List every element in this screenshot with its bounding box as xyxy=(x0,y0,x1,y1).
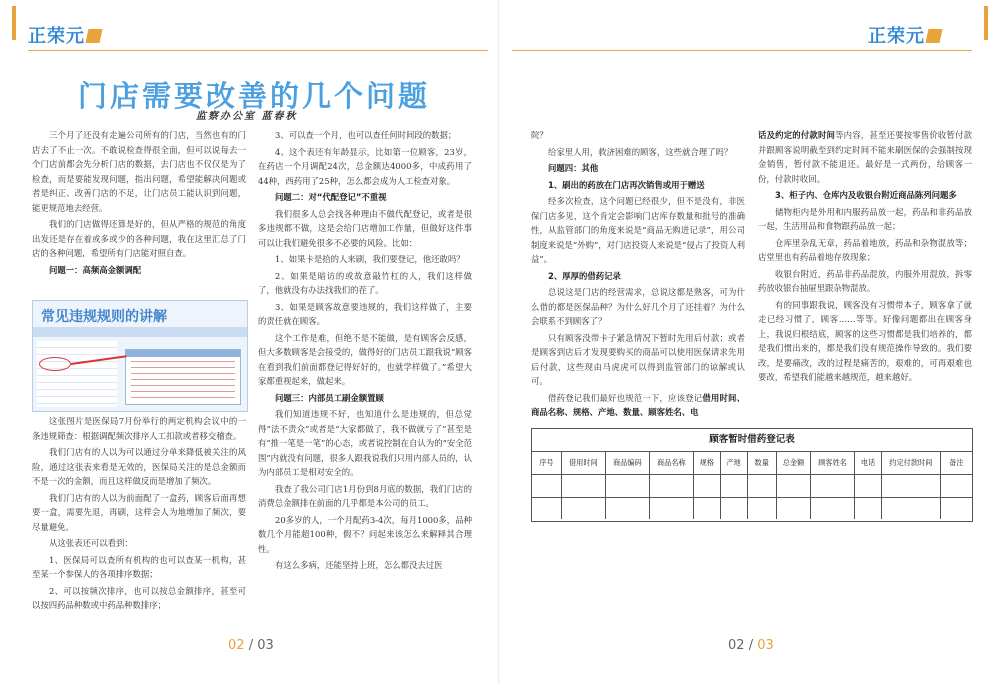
paragraph: 这张图片是医保局7月份举行的两定机构会议中的一条违规筛查：根据调配频次排序人工扣款或者移交稽查。 xyxy=(32,416,246,441)
page-number-left xyxy=(228,638,274,653)
subheading-3: 3、柜子内、仓库内及收银台附近商品陈列问题多 xyxy=(775,190,957,200)
table-cell xyxy=(855,475,882,498)
table-cell xyxy=(776,475,810,498)
paragraph: 3、可以查一个月，也可以查任何时间段的数据； xyxy=(275,130,457,140)
paragraph: 从这张表还可以看到： xyxy=(49,538,133,548)
table-cell xyxy=(693,475,720,498)
paragraph: 仓库里杂乱无章，药品着地放，药品和杂物混放等；店堂里也有药品着地存放现象； xyxy=(758,237,972,262)
screenshot-popup xyxy=(125,349,241,405)
form-title: 顾客暂时借药登记表 xyxy=(532,429,972,452)
paragraph: 2、如果是暗访的或故意敲竹杠的人，我们这样做了，他就没有办法找我们的茬了。 xyxy=(258,270,472,295)
screenshot-toolbar xyxy=(33,327,247,337)
brand-logo-mark-icon xyxy=(86,29,103,43)
table-cell xyxy=(532,475,561,498)
paragraph-bold-text: 话及约定的付款时间 xyxy=(758,130,836,140)
section-heading-1: 问题一：高频高金额调配 xyxy=(49,264,142,275)
paragraph: 我们门店有的人以为前面配了一盒药，顾客后面再想要一盒，需要先退，再刷，这样会人为地增加了频次，要尽量避免。 xyxy=(32,492,246,532)
paragraph: 收银台附近，药品非药品混放，内服外用混放，拆零药放收银台抽屉里跟杂物混放。 xyxy=(758,268,972,293)
table-cell xyxy=(649,475,693,498)
article-byline: 监察办公室 蓝春秋 xyxy=(196,111,298,122)
section-heading-3: 问题三：内部员工刷金额置顾 xyxy=(275,392,384,403)
table-cell xyxy=(882,475,941,498)
paragraph-text: 等内容，甚至还要按零售价收暂付款并跟顾客说明截至到约定时间不能来刷医保的会强制按现金销售，暂付款不能退还。最好是一式两份，给顾客一份，付款时收回。 xyxy=(758,130,972,184)
table-cell xyxy=(747,498,776,520)
left-column-1-continued xyxy=(32,414,246,615)
table-cell xyxy=(561,475,605,498)
article-title: 门店需要改善的几个问题 xyxy=(78,79,431,113)
table-cell xyxy=(940,498,972,520)
table-cell xyxy=(532,498,561,520)
table-row xyxy=(532,475,972,498)
table-cell xyxy=(776,498,810,520)
paragraph: 这个工作是难，但绝不是不能做，是有顾客会反感，但大多数顾客是会接受的，做得好的门店员工跟我说“顾客在看到我们前面都登记得好好的，也就学样做了。”希望大家都重视起来，做起来。 xyxy=(258,332,472,386)
paragraph: 我们门店有的人以为可以通过分单来降低被关注的风险，通过这张表来看是无效的，医保局关注的是总金额而不是一次的金额，而且这样做反而是增加了频次。 xyxy=(32,447,246,486)
right-column-2 xyxy=(758,128,972,387)
column-header: 数量 xyxy=(747,452,776,475)
paragraph: 经多次检查，这个问题已经很少，但不是没有，非医保门店多见，这个肯定会影响门店库存数量和批号的准确性，从监管部门的角度来说是“商品无购进记录”，用公司制度来说是“外购”，对门店投资人来说是“侵占了投资人利益”。 xyxy=(531,196,745,264)
page-number-current: 02 xyxy=(728,638,745,653)
paragraph: 我们很多人总会找各种理由不做代配登记，或者是很多违规都不做，这是会给门店增加工作量，但做好这件事可以让我们避免很多不必要的风险。比如： xyxy=(258,208,472,248)
table-cell xyxy=(693,498,720,520)
paragraph: 1、医保局可以查所有机构的也可以查某一机构，甚至某一个参保人的各项排序数据； xyxy=(32,554,246,579)
brand-logo-right xyxy=(868,22,941,48)
header-rule-right xyxy=(512,50,972,51)
paragraph: 有这么多病，还能坚持上班，怎么都没去过医 xyxy=(275,560,443,570)
left-column-1 xyxy=(32,128,246,279)
right-page xyxy=(500,0,1000,683)
paragraph xyxy=(531,391,745,420)
paragraph: 20多岁的人，一个月配药3-4次，每月1000多，品种数几个月能超100种，假不？问起来该怎么来解释其合理性。 xyxy=(258,514,472,554)
column-header: 商品名称 xyxy=(649,452,693,475)
paragraph: 3、如果是顾客故意要违规的，我们这样做了，主要的责任就在顾客。 xyxy=(258,301,472,326)
brand-logo-mark-icon xyxy=(926,29,943,43)
screenshot-popup-header xyxy=(126,350,240,357)
paragraph: 我们知道违规不好，也知道什么是违规的，但总觉得“法不责众”或者是“大家都做了，我不做就亏了”甚至是有“推一笔是一笔”的心态，或者说控制在自认为的“安全范围”内就没有问题，很多人跟我说我们只用内部人员的，认为内部员工是相对安全的。 xyxy=(258,409,472,477)
paragraph-text: 借药登记我们最好也规范一下，应该登记 xyxy=(548,392,703,403)
paragraph: 三个月了还没有走遍公司所有的门店，当然也有的门店去了不止一次。不敢说检查得很全面，但可以说每去一个门店前都会先分析门店的数据，去门店也不仅仅是为了检查，而是要能发现问题，指出问题，希望能解决问题或者是纠正、改善门店的不足，让门店员工能认识到问题，能更规范地去经营。 xyxy=(32,130,246,213)
loan-register-form xyxy=(531,428,973,522)
paragraph: 2、可以按频次排序，也可以按总金额排序，甚至可以按四药品种数或中药品种数排序； xyxy=(32,585,246,610)
column-header: 电话 xyxy=(855,452,882,475)
page-number-current: 02 xyxy=(228,638,245,653)
table-cell xyxy=(605,498,649,520)
loan-register-table xyxy=(532,452,972,519)
section-heading-4: 问题四：其他 xyxy=(548,163,599,173)
section-heading-2: 问题二：对“代配登记”不重视 xyxy=(275,192,387,202)
screenshot-table xyxy=(37,341,117,407)
table-cell xyxy=(720,498,747,520)
brand-logo-text: 正荣元 xyxy=(28,26,85,47)
paragraph: 储物柜内是外用和内服药品放一起，药品和非药品放一起，生活用品和食物跟药品放一起； xyxy=(758,206,972,231)
brand-logo-left xyxy=(28,22,101,48)
table-row xyxy=(532,498,972,520)
right-column-1 xyxy=(531,128,745,422)
table-cell xyxy=(811,498,855,520)
highlight-circle-icon xyxy=(39,357,71,371)
paragraph: 我们的门店做得还算是好的，但从严格的规范的角度出发还是存在着或多或少的各种问题，我在这里汇总了门店的各种问题，希望所有门店能对照自查。 xyxy=(32,219,246,258)
column-header: 总金额 xyxy=(776,452,810,475)
paragraph: 4、这个表还有年龄显示，比如第一位顾客，23岁，在药店一个月调配24次，总金额达4000多，中成药用了44种，西药用了25种，怎么都会成为人工检查对象。 xyxy=(258,146,472,186)
column-header: 顾客姓名 xyxy=(811,452,855,475)
screenshot-title: 常见违规规则的讲解 xyxy=(41,309,167,325)
screenshot-popup-text xyxy=(131,361,235,399)
table-cell xyxy=(940,475,972,498)
page-number-right xyxy=(728,638,774,653)
paragraph xyxy=(758,128,972,186)
subheading-1: 1、刷出的药放在门店再次销售或用于赠送 xyxy=(548,179,705,190)
page-number-separator: / xyxy=(748,638,754,653)
table-cell xyxy=(720,475,747,498)
table-cell xyxy=(747,475,776,498)
left-column-2 xyxy=(258,128,472,575)
table-cell xyxy=(882,498,941,520)
table-cell xyxy=(605,475,649,498)
column-header: 借用时间 xyxy=(561,452,605,475)
left-corner-accent xyxy=(12,6,16,40)
column-header: 约定付款时间 xyxy=(882,452,941,475)
column-header: 产地 xyxy=(720,452,747,475)
table-cell xyxy=(649,498,693,520)
column-header: 序号 xyxy=(532,452,561,475)
paragraph: 院？ xyxy=(531,130,548,140)
paragraph: 我查了我公司门店1月份到8月底的数据，我们门店的消费总金额排在前面的几乎都是本公司的员工。 xyxy=(258,483,472,508)
column-header: 规格 xyxy=(693,452,720,475)
right-corner-accent xyxy=(984,6,988,40)
page-number-total: 03 xyxy=(257,638,274,653)
table-cell xyxy=(855,498,882,520)
column-header: 备注 xyxy=(940,452,972,475)
paragraph: 1、如果卡是拾的人来刷，我们要登记，他还敢吗？ xyxy=(275,254,465,264)
paragraph: 总说这是门店的经营需求，总说这都是熟客，可为什么借的都是医保品种？为什么好几个月了还挂着？为什么会联系不到顾客了？ xyxy=(531,287,745,326)
column-header: 商品编码 xyxy=(605,452,649,475)
subheading-2: 2、厚厚的借药记录 xyxy=(548,270,621,281)
page-number-separator: / xyxy=(248,638,254,653)
brand-logo-text: 正荣元 xyxy=(868,26,925,47)
page-number-total: 03 xyxy=(757,638,774,653)
table-cell xyxy=(561,498,605,520)
paragraph: 只有顾客没带卡子紧急情况下暂时先用后付款；或者是顾客到店后才发现要购买的商品可以使用医保请求先用后付款，这些现由马虎虎可以得到监管部门的谅解或认可。 xyxy=(531,332,745,386)
paragraph-bold-text: 借用时间、商品名称、规格、产地、数量、顾客姓名、电 xyxy=(531,392,745,417)
table-cell xyxy=(811,475,855,498)
paragraph: 有的同事跟我说，顾客没有习惯带本子，顾客拿了就走已经习惯了，顾客……等等。好像问题都出在顾客身上，我说归根结底，顾客的这些习惯都是我们培养的，都是我们惯出来的，都是我们没有规范操作导致的。我们要改，是要痛改，改的过程是痛苦的，艰难的，可再艰难也要改，希望我们能越来越规范，越来越好。 xyxy=(758,299,972,382)
paragraph: 给家里人用，救济困难的顾客，这些就合理了吗？ xyxy=(548,146,733,157)
header-rule-left xyxy=(28,50,488,51)
violation-rules-screenshot xyxy=(32,300,248,412)
table-header-row xyxy=(532,452,972,475)
